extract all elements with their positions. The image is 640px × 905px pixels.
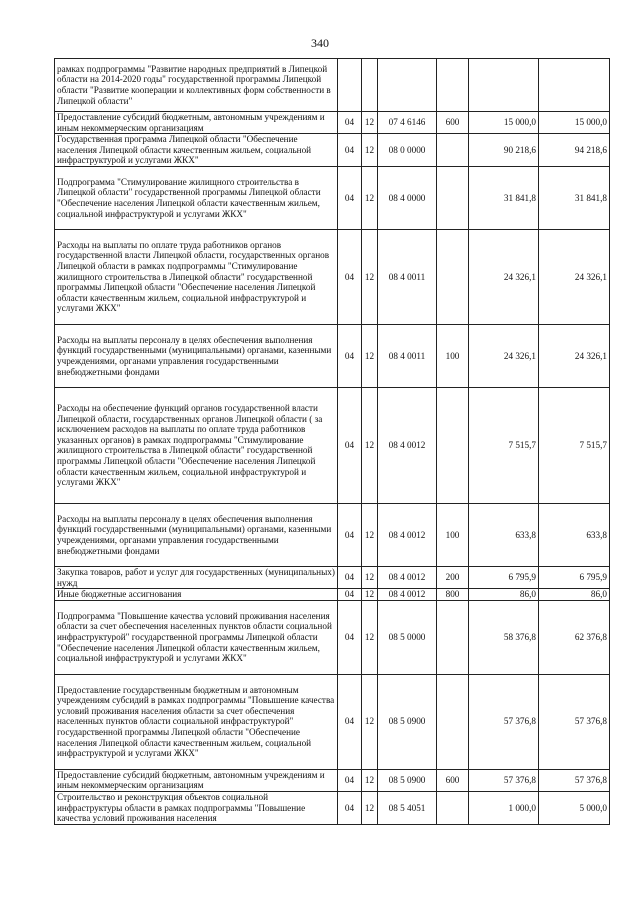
table-row [55,229,610,324]
row-section-cell: 04 [338,134,362,167]
table-row [55,166,610,229]
row-name-cell: Подпрограмма "Повышение качества условий проживания населения области за счет обеспечения населенных пунктов области социальной инфраструктурой" государственной программы Липецкой области "Обеспечение населения Липецкой области качественным жильем, социальной инфраструктурой и услугами ЖКХ" [55,600,338,674]
row-amount-2016-cell: 6 795,9 [539,566,610,588]
row-name-cell: Закупка товаров, работ и услуг для государственных (муниципальных) нужд [55,566,338,588]
row-amount-2015-cell: 90 218,6 [469,134,539,167]
table-row [55,791,610,824]
table-row [55,324,610,387]
table-row [55,674,610,769]
row-target-cell: 08 4 0011 [378,229,437,324]
row-amount-2015-cell: 6 795,9 [469,566,539,588]
row-amount-2015-cell: 15 000,0 [469,112,539,134]
row-subsection-cell: 12 [362,166,378,229]
row-name-cell: Расходы на обеспечение функций органов государственной власти Липецкой области, государственных органов Липецкой области ( за исключением расходов на выплаты по оплате труда работников указанных органов) в рамках подпрограммы "Стимулирование жилищного строительства в Липецкой области" государственной программы Липецкой области "Обеспечение населения Липецкой области качественным жильем, социальной инфраструктурой и услугами ЖКХ" [55,387,338,503]
table-row [55,769,610,791]
row-amount-2016-cell: 31 841,8 [539,166,610,229]
budget-table-body [55,59,610,825]
row-subsection-cell: 12 [362,503,378,566]
row-type-cell: 600 [437,769,469,791]
row-section-cell: 04 [338,566,362,588]
row-name-cell: Государственная программа Липецкой области "Обеспечение населения Липецкой области качественным жильем, социальной инфраструктурой и услугами ЖКХ" [55,134,338,167]
row-subsection-cell [362,59,378,112]
row-type-cell: 200 [437,566,469,588]
row-type-cell [437,134,469,167]
row-name-cell: рамках подпрограммы "Развитие народных предприятий в Липецкой области на 2014-2020 годы" государственной программы Липецкой области "Развитие кооперации и коллективных форм собственности в Липецкой области" [55,59,338,112]
budget-table [54,58,610,825]
row-section-cell: 04 [338,324,362,387]
table-row [55,589,610,601]
row-target-cell [378,59,437,112]
row-amount-2016-cell: 57 376,8 [539,769,610,791]
row-target-cell: 08 5 0900 [378,769,437,791]
row-amount-2015-cell: 57 376,8 [469,674,539,769]
row-amount-2016-cell: 633,8 [539,503,610,566]
row-amount-2015-cell: 86,0 [469,589,539,601]
row-section-cell: 04 [338,112,362,134]
row-name-cell: Расходы на выплаты персоналу в целях обеспечения выполнения функций государственными (муниципальными) органами, казенными учреждениями, органами управления государственными внебюджетными фондами [55,324,338,387]
row-target-cell: 08 4 0012 [378,387,437,503]
row-target-cell: 08 5 4051 [378,791,437,824]
row-type-cell [437,59,469,112]
row-name-cell: Предоставление субсидий бюджетным, автономным учреждениям и иным некоммерческим организациям [55,112,338,134]
row-section-cell: 04 [338,769,362,791]
row-type-cell: 600 [437,112,469,134]
row-section-cell: 04 [338,600,362,674]
row-type-cell [437,600,469,674]
row-target-cell: 08 4 0012 [378,566,437,588]
row-amount-2016-cell: 7 515,7 [539,387,610,503]
row-type-cell [437,229,469,324]
table-row [55,112,610,134]
row-amount-2016-cell: 24 326,1 [539,324,610,387]
row-section-cell: 04 [338,166,362,229]
row-amount-2016-cell [539,59,610,112]
row-type-cell [437,674,469,769]
row-amount-2016-cell: 62 376,8 [539,600,610,674]
row-subsection-cell: 12 [362,589,378,601]
row-amount-2015-cell: 633,8 [469,503,539,566]
row-subsection-cell: 12 [362,600,378,674]
row-subsection-cell: 12 [362,229,378,324]
table-row [55,134,610,167]
row-subsection-cell: 12 [362,566,378,588]
row-type-cell [437,791,469,824]
row-amount-2015-cell: 24 326,1 [469,324,539,387]
row-name-cell: Предоставление государственным бюджетным и автономным учреждениям субсидий в рамках подпрограммы "Повышение качества условий проживания населения области за счет обеспечения населенных пунктов области социальной инфраструктурой" государственной программы Липецкой области "Обеспечение населения Липецкой области качественным жильем, социальной инфраструктурой и услугами ЖКХ" [55,674,338,769]
row-amount-2015-cell: 57 376,8 [469,769,539,791]
row-target-cell: 08 4 0000 [378,166,437,229]
table-row [55,566,610,588]
row-amount-2015-cell: 1 000,0 [469,791,539,824]
row-amount-2016-cell: 24 326,1 [539,229,610,324]
row-name-cell: Предоставление субсидий бюджетным, автономным учреждениям и иным некоммерческим организациям [55,769,338,791]
row-type-cell [437,166,469,229]
row-target-cell: 08 0 0000 [378,134,437,167]
row-amount-2015-cell: 7 515,7 [469,387,539,503]
row-subsection-cell: 12 [362,769,378,791]
row-type-cell: 100 [437,324,469,387]
table-row [55,387,610,503]
row-amount-2015-cell [469,59,539,112]
row-section-cell: 04 [338,674,362,769]
row-subsection-cell: 12 [362,791,378,824]
row-section-cell: 04 [338,589,362,601]
row-target-cell: 07 4 6146 [378,112,437,134]
row-type-cell: 100 [437,503,469,566]
row-name-cell: Расходы на выплаты по оплате труда работников органов государственной власти Липецкой области, государственных органов Липецкой области в рамках подпрограммы "Стимулирование жилищного строительства в Липецкой области" государственной программы Липецкой области "Обеспечение населения Липецкой области качественным жильем, социальной инфраструктурой и услугами ЖКХ" [55,229,338,324]
row-subsection-cell: 12 [362,324,378,387]
table-row [55,600,610,674]
row-name-cell: Строительство и реконструкция объектов социальной инфраструктуры области в рамках подпрограммы "Повышение качества условий проживания населения [55,791,338,824]
row-subsection-cell: 12 [362,387,378,503]
row-type-cell: 800 [437,589,469,601]
row-amount-2016-cell: 94 218,6 [539,134,610,167]
row-amount-2016-cell: 15 000,0 [539,112,610,134]
table-row [55,503,610,566]
row-section-cell: 04 [338,503,362,566]
row-subsection-cell: 12 [362,674,378,769]
row-target-cell: 08 4 0012 [378,503,437,566]
row-amount-2015-cell: 58 376,8 [469,600,539,674]
page-number: 340 [311,36,329,50]
row-section-cell [338,59,362,112]
row-name-cell: Расходы на выплаты персоналу в целях обеспечения выполнения функций государственными (муниципальными) органами, казенными учреждениями, органами управления государственными внебюджетными фондами [55,503,338,566]
row-target-cell: 08 4 0012 [378,589,437,601]
row-name-cell: Иные бюджетные ассигнования [55,589,338,601]
row-amount-2016-cell: 86,0 [539,589,610,601]
row-type-cell [437,387,469,503]
row-subsection-cell: 12 [362,134,378,167]
row-section-cell: 04 [338,791,362,824]
row-amount-2016-cell: 5 000,0 [539,791,610,824]
row-section-cell: 04 [338,387,362,503]
row-amount-2015-cell: 24 326,1 [469,229,539,324]
row-amount-2016-cell: 57 376,8 [539,674,610,769]
row-target-cell: 08 5 0900 [378,674,437,769]
row-target-cell: 08 5 0000 [378,600,437,674]
row-subsection-cell: 12 [362,112,378,134]
row-amount-2015-cell: 31 841,8 [469,166,539,229]
table-row [55,59,610,112]
row-name-cell: Подпрограмма "Стимулирование жилищного строительства в Липецкой области" государственной программы Липецкой области "Обеспечение населения Липецкой области качественным жильем, социальной инфраструктурой и услугами ЖКХ" [55,166,338,229]
row-section-cell: 04 [338,229,362,324]
row-target-cell: 08 4 0011 [378,324,437,387]
